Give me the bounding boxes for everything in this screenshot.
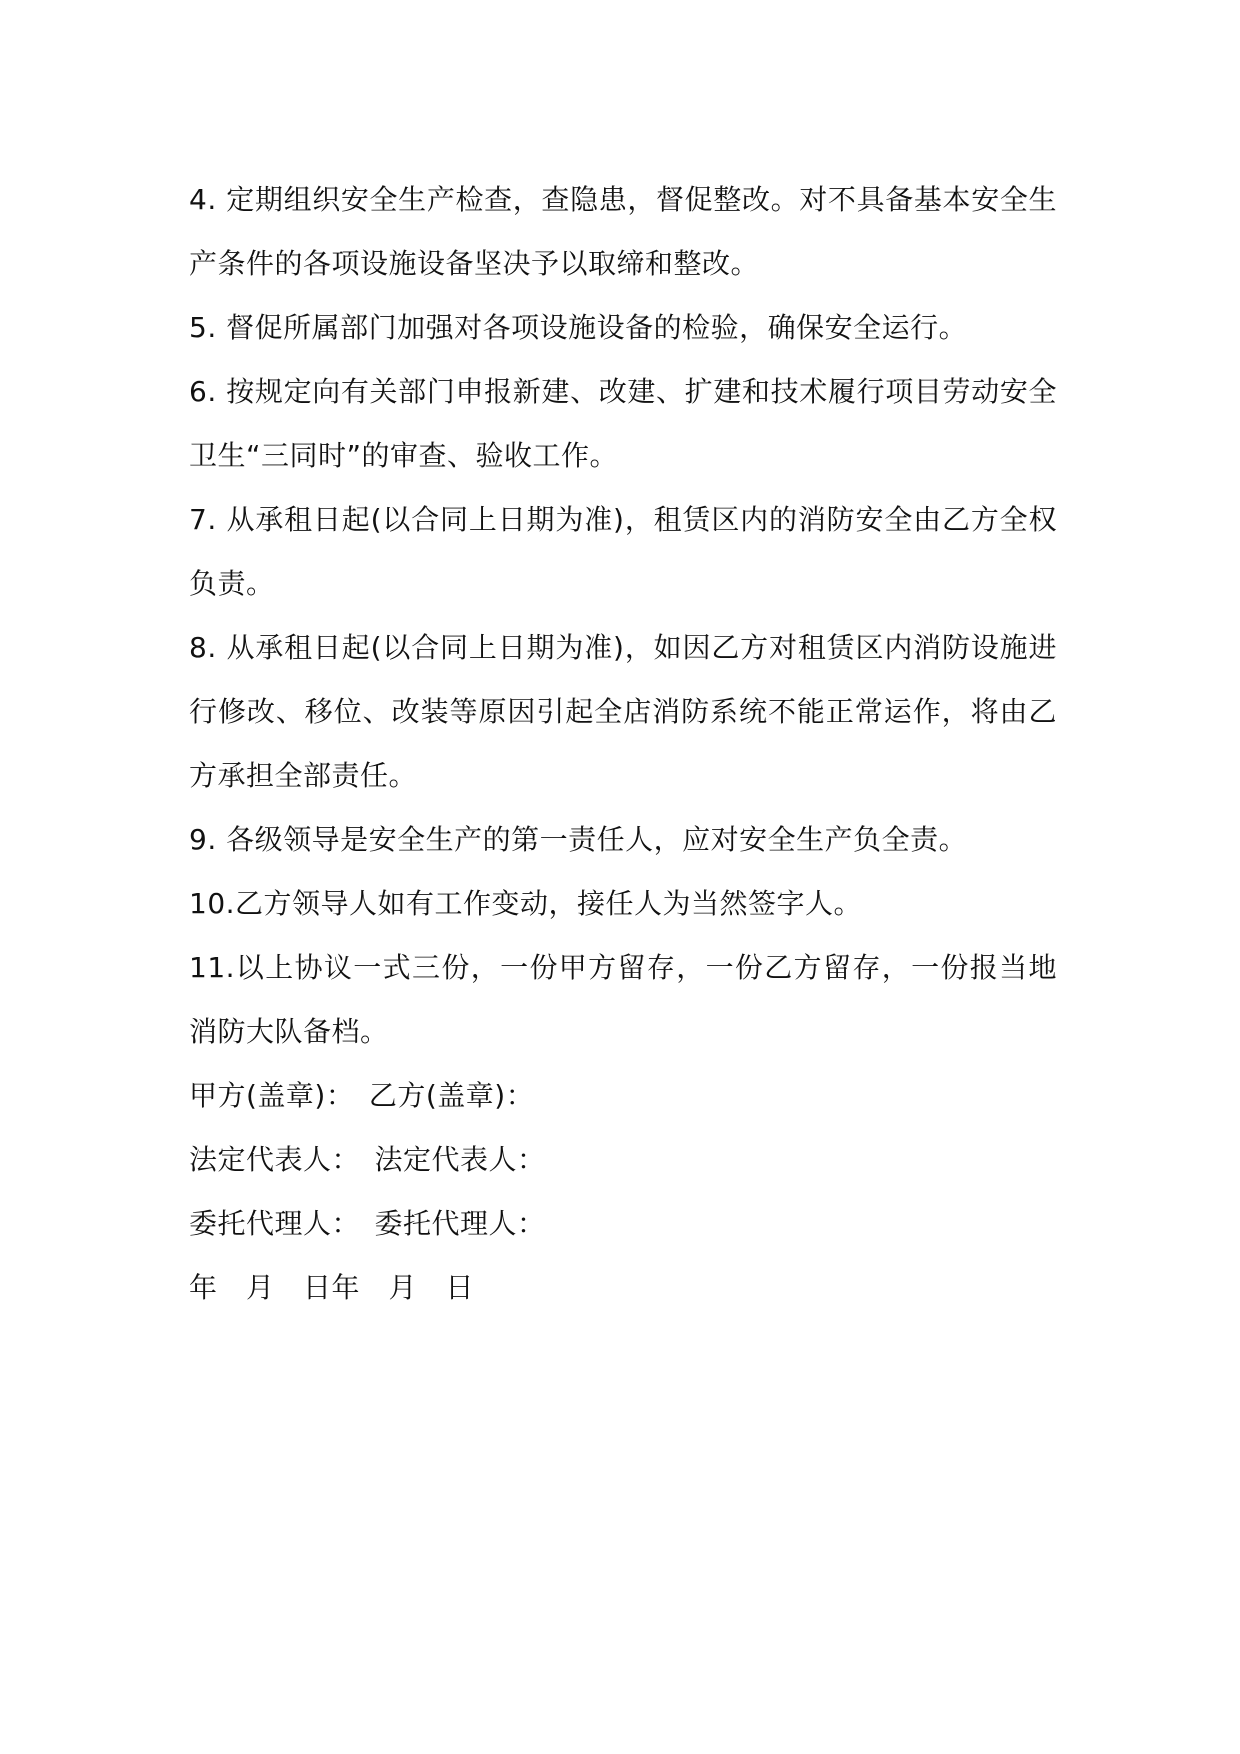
document-body [189,168,1057,1320]
clause-7: 7. 从承租日起(以合同上日期为准)，租赁区内的消防安全由乙方全权负责。 [189,503,1057,600]
clause-10: 10.乙方领导人如有工作变动，接任人为当然签字人。 [189,887,863,920]
clause-11: 11.以上协议一式三份，一份甲方留存，一份乙方留存，一份报当地消防大队备档。 [189,951,1057,1048]
clause-6: 6. 按规定向有关部门申报新建、改建、扩建和技术履行项目劳动安全卫生“三同时”的审查、验收工作。 [189,375,1057,472]
signature-seal-line: 甲方(盖章)： 乙方(盖章)： [189,1079,535,1112]
signature-date-line: 年 月 日年 月 日 [189,1271,475,1304]
clause-4: 4. 定期组织安全生产检查，查隐患，督促整改。对不具备基本安全生产条件的各项设施设备坚决予以取缔和整改。 [189,183,1057,280]
clause-5: 5. 督促所属部门加强对各项设施设备的检验，确保安全运行。 [189,311,968,344]
signature-agent-line: 委托代理人： 委托代理人： [189,1207,546,1240]
clause-8: 8. 从承租日起(以合同上日期为准)，如因乙方对租赁区内消防设施进行修改、移位、改装等原因引起全店消防系统不能正常运作，将由乙方承担全部责任。 [189,631,1057,792]
clause-9: 9. 各级领导是安全生产的第一责任人，应对安全生产负全责。 [189,823,968,856]
signature-legal-rep-line: 法定代表人： 法定代表人： [189,1143,546,1176]
